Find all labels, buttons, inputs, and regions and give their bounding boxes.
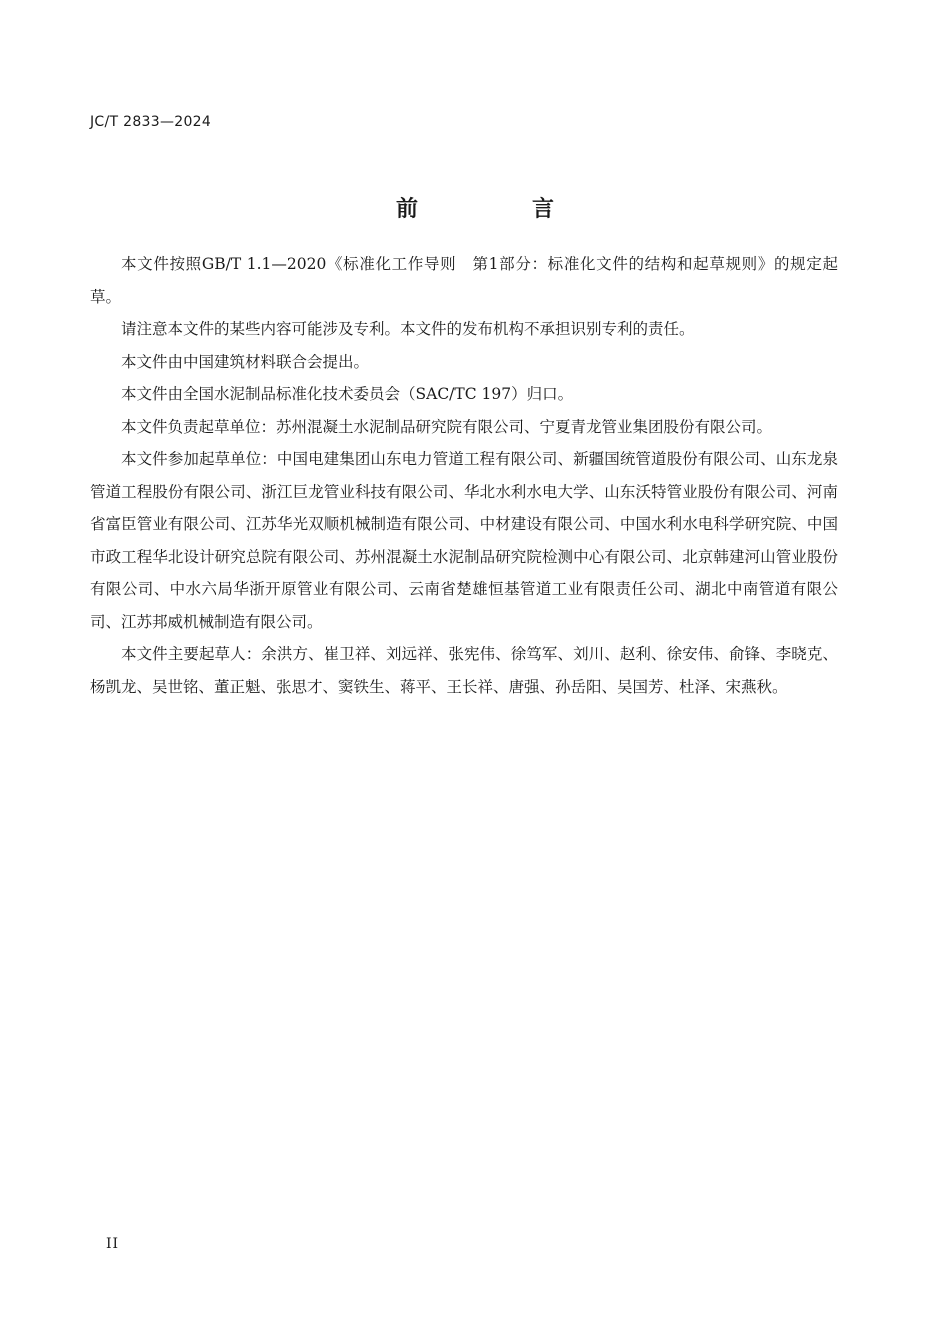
paragraph-lead-drafting-units: 本文件负责起草单位：苏州混凝土水泥制品研究院有限公司、宁夏青龙管业集团股份有限公司。 xyxy=(121,417,773,436)
paragraph-main-drafters: 本文件主要起草人：余洪方、崔卫祥、刘远祥、张宪伟、徐笃军、刘川、赵利、徐安伟、俞锋、李晓克、杨凯龙、吴世铭、董正魁、张思才、窦铁生、蒋平、王长祥、唐强、孙岳阳、吴国芳、杜泽、宋燕秋。 xyxy=(90,645,838,696)
paragraph-patent-notice: 请注意本文件的某些内容可能涉及专利。本文件的发布机构不承担识别专利的责任。 xyxy=(121,320,695,338)
page-title: 前 言 xyxy=(395,197,600,222)
paragraph-participating-units: 本文件参加起草单位：中国电建集团山东电力管道工程有限公司、新疆国统管道股份有限公司、山东龙泉管道工程股份有限公司、浙江巨龙管业科技有限公司、华北水利水电大学、山东沃特管业股份有限公司、河南省富臣管业有限公司、江苏华光双顺机械制造有限公司、中材建设有限公司、中国水利水电科学研究院、中国市政工程华北设计研究总院有限公司、苏州混凝土水泥制品研究院检测中心有限公司、北京韩建河山管业股份有限公司、中水六局华浙开原管业有限公司、云南省楚雄恒基管道工业有限责任公司、湖北中南管道有限公司、江苏邦威机械制造有限公司。 xyxy=(90,450,838,631)
page-number: II xyxy=(106,1236,120,1252)
paragraph-drafting-rules: 本文件按照GB/T 1.1—2020《标准化工作导则 第1部分：标准化文件的结构和起草规则》的规定起草。 xyxy=(90,255,838,306)
paragraph-technical-committee: 本文件由全国水泥制品标准化技术委员会（SAC/TC 197）归口。 xyxy=(121,385,574,403)
paragraph-proposer: 本文件由中国建筑材料联合会提出。 xyxy=(121,352,370,371)
foreword-body xyxy=(90,248,838,703)
standard-code: JC/T 2833—2024 xyxy=(90,114,212,130)
